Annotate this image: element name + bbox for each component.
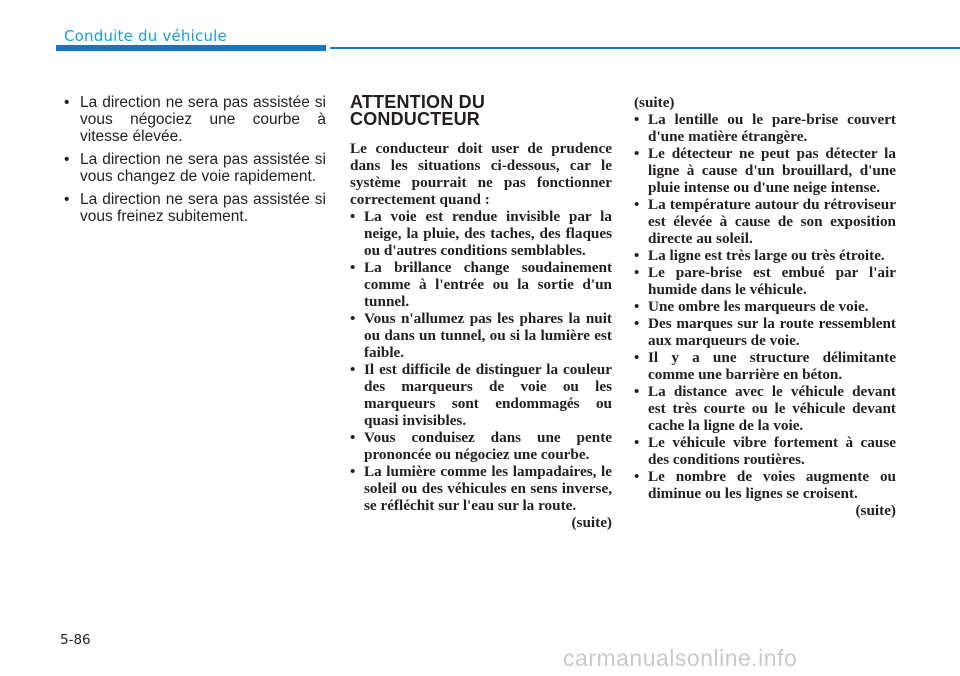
caution-title-line: CONDUCTEUR — [350, 109, 480, 129]
list-item: • Vous conduisez dans une pente prononcée ou négociez une courbe. — [350, 429, 612, 463]
list-item: • Il est difficile de distinguer la couleur des marqueurs de voie ou les marqueurs sont endommagés ou quasi invisibles. — [350, 361, 612, 429]
continued-from-label: (suite) — [634, 94, 675, 111]
caution-title-line: ATTENTION DU — [350, 92, 486, 112]
list-item: • La brillance change soudainement comme à l'entrée ou la sortie d'un tunnel. — [350, 259, 612, 310]
list-item: • La direction ne sera pas assistée si vous freinez subitement. — [60, 191, 326, 225]
caution-list-continued — [634, 111, 896, 502]
column-right — [634, 94, 896, 519]
header-rule-thick — [56, 45, 326, 51]
list-item: • Des marques sur la route ressemblent aux marqueurs de voie. — [634, 315, 896, 349]
list-item: • Le véhicule vibre fortement à cause des conditions routières. — [634, 434, 896, 468]
list-item: • La lentille ou le pare-brise couvert d'une matière étrangère. — [634, 111, 896, 145]
list-item: • Le nombre de voies augmente ou diminue ou les lignes se croisent. — [634, 468, 896, 502]
continued-label: (suite) — [855, 502, 896, 519]
list-item: • La distance avec le véhicule devant est très courte ou le véhicule devant cache la ligne de la voie. — [634, 383, 896, 434]
list-item: • La voie est rendue invisible par la neige, la pluie, des taches, des flaques ou d'autres conditions semblables. — [350, 208, 612, 259]
header-rule-thin — [330, 47, 960, 49]
page-number: 5-86 — [60, 632, 91, 648]
list-item: • Vous n'allumez pas les phares la nuit ou dans un tunnel, ou si la lumière est faible. — [350, 310, 612, 361]
watermark: carmanualsonline.info — [563, 645, 798, 671]
caution-box — [350, 94, 612, 531]
section-title: Conduite du véhicule — [64, 27, 227, 45]
list-item: • La direction ne sera pas assistée si vous changez de voie rapidement. — [60, 151, 326, 185]
list-item: • La direction ne sera pas assistée si vous négociez une courbe à vitesse élevée. — [60, 94, 326, 145]
bullet-list — [60, 94, 326, 225]
list-item: • Il y a une structure délimitante comme une barrière en béton. — [634, 349, 896, 383]
column-left — [60, 94, 326, 231]
caution-intro: Le conducteur doit user de prudence dans les situations ci-dessous, car le système pourrait ne pas fonctionner correctement quand : — [350, 140, 612, 208]
caution-list — [350, 208, 612, 514]
list-item: • La lumière comme les lampadaires, le soleil ou des véhicules en sens inverse, se réfléchit sur l'eau sur la route. — [350, 463, 612, 514]
caution-title — [350, 94, 612, 128]
list-item: • Une ombre les marqueurs de voie. — [634, 298, 896, 315]
list-item: • La température autour du rétroviseur est élevée à cause de son exposition directe au soleil. — [634, 196, 896, 247]
list-item: • Le pare-brise est embué par l'air humide dans le véhicule. — [634, 264, 896, 298]
list-item: • La ligne est très large ou très étroite. — [634, 247, 896, 264]
continued-label: (suite) — [571, 514, 612, 531]
list-item: • Le détecteur ne peut pas détecter la ligne à cause d'un brouillard, d'une pluie intense ou d'une neige intense. — [634, 145, 896, 196]
